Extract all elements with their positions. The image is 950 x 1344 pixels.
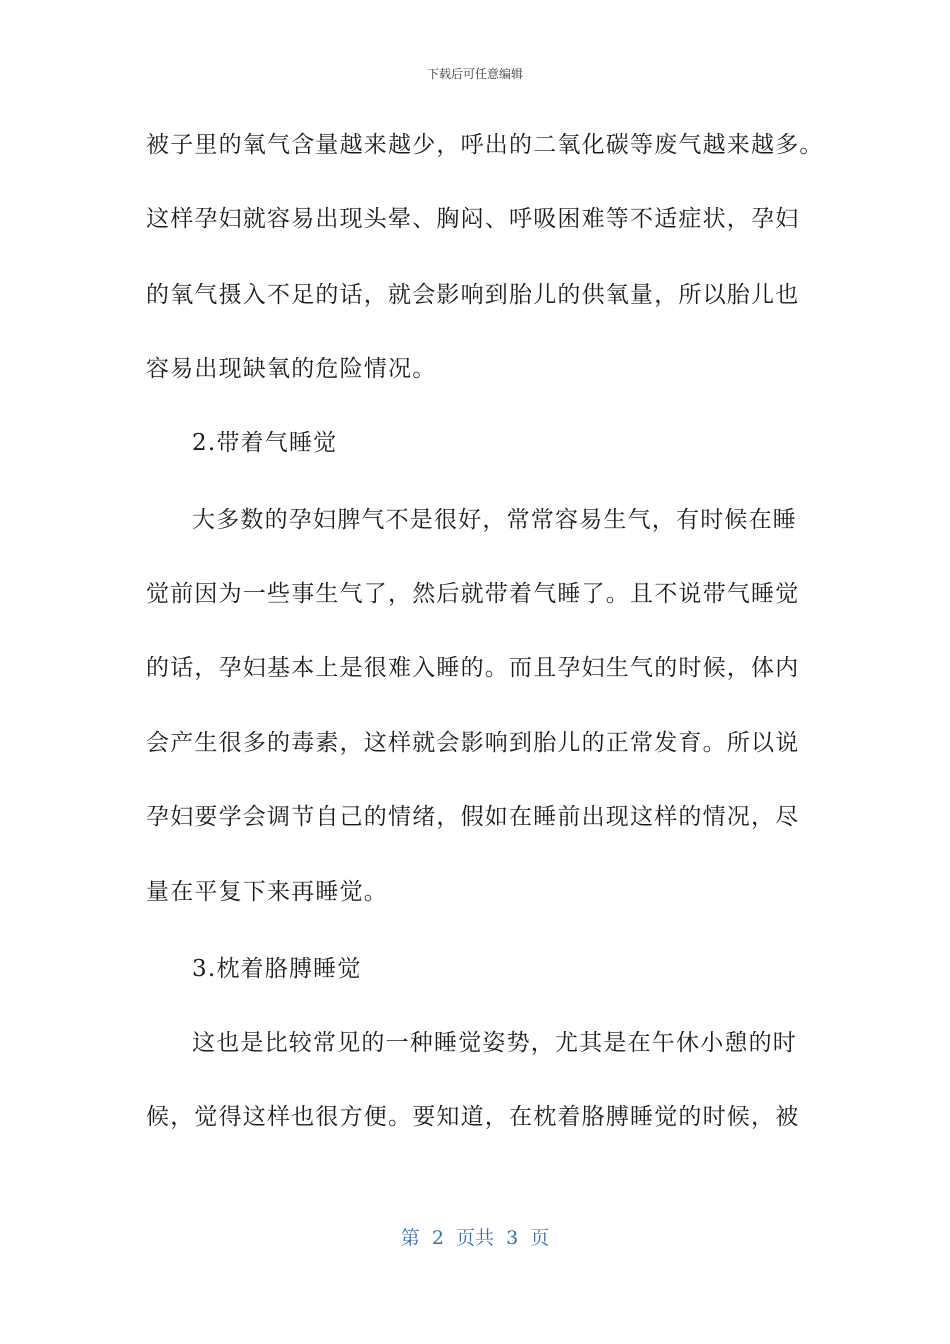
section-heading-3: 3.枕着胳膊睡觉 xyxy=(192,956,362,982)
body-line-8: 的话，孕妇基本上是很难入睡的。而且孕妇生气的时候，体内 xyxy=(146,655,800,681)
body-line-3: 的氧气摄入不足的话，就会影响到胎儿的供氧量，所以胎儿也 xyxy=(146,282,800,308)
body-line-7: 觉前因为一些事生气了，然后就带着气睡了。且不说带气睡觉 xyxy=(146,581,800,607)
body-line-1: 被子里的氧气含量越来越少，呼出的二氧化碳等废气越来越多。 xyxy=(146,132,824,158)
body-line-6: 大多数的孕妇脾气不是很好，常常容易生气，有时候在睡 xyxy=(192,507,797,533)
section-heading-2: 2.带着气睡觉 xyxy=(192,430,338,456)
body-line-14: 候，觉得这样也很方便。要知道，在枕着胳膊睡觉的时候，被 xyxy=(146,1104,800,1130)
page-number-footer: 第 2 页共 3 页 xyxy=(400,1227,550,1249)
page-header: 下载后可任意编辑 xyxy=(426,67,523,81)
body-line-13: 这也是比较常见的一种睡觉姿势，尤其是在午休小憩的时 xyxy=(192,1030,797,1056)
body-line-10: 孕妇要学会调节自己的情绪，假如在睡前出现这样的情况，尽 xyxy=(146,804,800,830)
body-line-4: 容易出现缺氧的危险情况。 xyxy=(146,356,437,382)
body-line-2: 这样孕妇就容易出现头晕、胸闷、呼吸困难等不适症状，孕妇 xyxy=(146,206,800,232)
body-line-11: 量在平复下来再睡觉。 xyxy=(146,879,388,905)
body-line-9: 会产生很多的毒素，这样就会影响到胎儿的正常发育。所以说 xyxy=(146,730,800,756)
